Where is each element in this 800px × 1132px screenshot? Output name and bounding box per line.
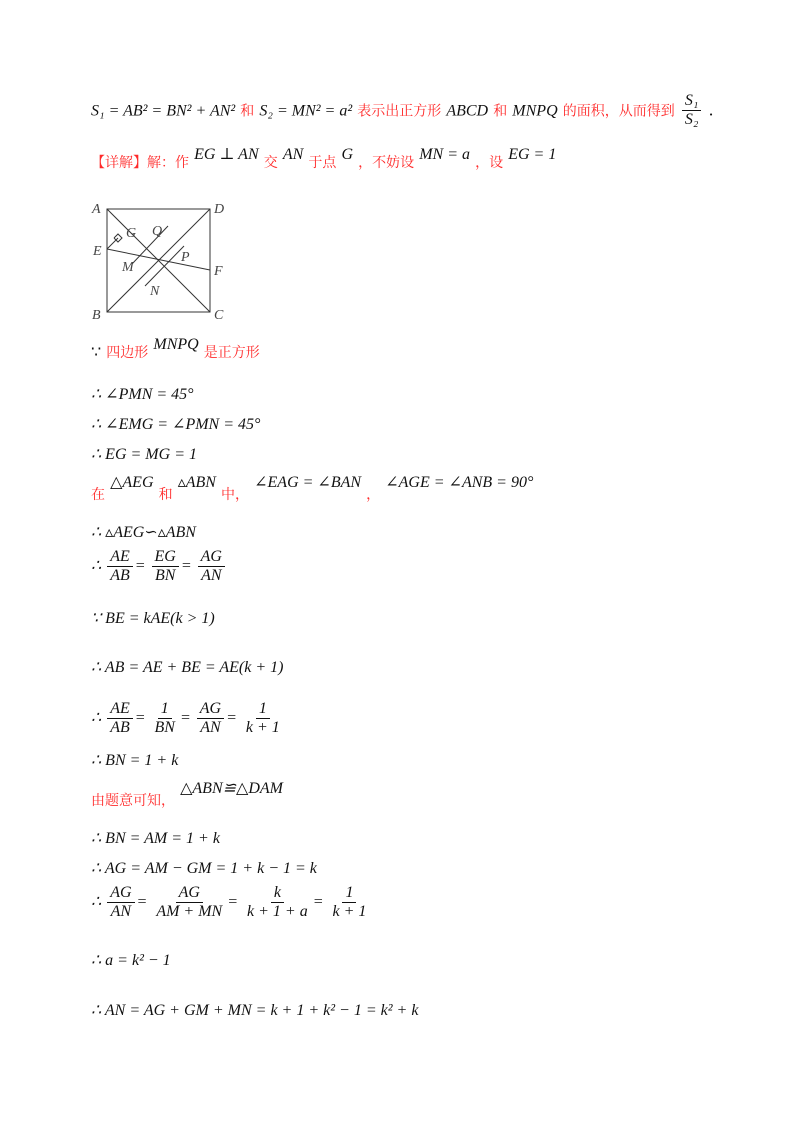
text-quadrilateral: 四边形 [106,345,149,361]
period: . [708,100,714,120]
math-s1: S₁ = AB² = BN² + AN² [91,102,236,120]
frac-eg-bn: $\frac{EG}{BN}$ [152,548,179,586]
step-10: ∴ $\frac{AE}{AB}$ = $\frac{1}{BN}$ = $\frac{AG}{AN}$ = $\frac{1}{k + 1}$ [91,700,285,738]
math-s2: S₂ = MN² = a² [259,102,353,120]
math-mnpq-2: MNPQ [153,336,199,353]
step-7: ∴ $\frac{AE}{AB}$ = $\frac{EG}{BN}$ = $\frac{AG}{AN}$ [91,548,227,586]
step-8: ∵ BE = kAE(k > 1) [91,610,215,627]
text-among: 中， [221,487,250,503]
therefore-3: ∴ [91,893,102,911]
math-congruent: △ABN≌△DAM [180,780,283,797]
frac-den: S₂ [684,111,699,129]
text-square: 表示出正方形 [357,103,442,120]
text-is-square: 是正方形 [203,345,260,361]
label-e: E [93,244,102,259]
step-12 [91,778,283,809]
frac-ag-an-3: $\frac{AG}{AN}$ [107,884,134,922]
therefore: ∴ [91,557,102,575]
text-area: 的面积，从而得到 [562,103,675,120]
text-and-2: 和 [493,103,508,120]
therefore-2: ∴ [91,709,102,727]
step-3: ∴ ∠EMG = ∠PMN = 45° [91,416,261,433]
step-17: ∴ AN = AG + GM + MN = k + 1 + k² − 1 = k² + k [91,1002,419,1019]
label-m: M [122,260,134,275]
because-symbol: ∵ [91,342,102,361]
step-4: ∴ EG = MG = 1 [91,446,197,463]
detail-line [91,146,557,172]
text-assume: ，不妨设 [358,155,415,171]
text-from-problem: 由题意可知， [91,793,175,809]
math-angle-eag: ∠EAG = ∠BAN [254,474,362,491]
math-eg-1: EG = 1 [508,146,557,163]
text-and: 和 [240,103,255,120]
label-q: Q [152,224,163,239]
step-11: ∴ BN = 1 + k [91,752,179,769]
frac-1-bn: $\frac{1}{BN}$ [154,700,175,737]
math-an: AN [282,146,304,163]
text-comma: ， [366,487,381,503]
text-at-point: 于点 [308,155,337,171]
step-2: ∴ ∠PMN = 45° [91,386,194,403]
math-abcd: ABCD [446,102,489,120]
frac-1-k1-2: $\frac{1}{k + 1}$ [332,884,367,921]
line-eg [107,238,118,249]
label-c: C [214,308,224,323]
label-b: B [92,308,101,323]
math-tri-abn: ▵ABN [177,474,216,491]
fraction-s1-s2 [682,92,702,130]
math-mnpq: MNPQ [512,102,558,120]
math-mn-a: MN = a [419,146,470,163]
line-mq [132,226,168,264]
label-f: F [214,264,223,279]
frac-num: S₁ [682,92,702,111]
frac-k-k1a: $\frac{k}{k + 1 + a}$ [247,884,308,921]
text-in: 在 [91,487,105,503]
step-1 [91,336,260,362]
frac-ag-an: $\frac{AG}{AN}$ [198,548,225,586]
text-and-3: 和 [158,487,173,503]
text-intersect: 交 [263,155,278,171]
label-g: G [126,226,137,241]
step-13: ∴ BN = AM = 1 + k [91,830,220,847]
step-9: ∴ AB = AE + BE = AE(k + 1) [91,659,284,676]
math-g: G [341,146,354,163]
step-16: ∴ a = k² − 1 [91,952,171,969]
math-eg-perp-an: EG ⊥ AN [194,146,259,163]
step-14: ∴ AG = AM − GM = 1 + k − 1 = k [91,860,317,877]
label-a: A [92,202,101,217]
geometry-figure [90,195,250,325]
detail-label: 【详解】解：作 [91,155,189,171]
label-n: N [150,284,160,299]
label-d: D [214,202,225,217]
math-tri-aeg: △AEG [110,474,154,491]
frac-ae-ab: $\frac{AE}{AB}$ [107,548,133,586]
frac-ag-an-2: $\frac{AG}{AN}$ [197,700,224,738]
step-6: ∴ ▵AEG∽▵ABN [91,524,196,541]
step-5 [91,472,534,503]
frac-ag-am-mn: $\frac{AG}{AM + MN}$ [156,884,223,921]
text-let: ，设 [475,155,504,171]
frac-ae-ab-2: $\frac{AE}{AB}$ [107,700,133,738]
frac-1-k1: $\frac{1}{k + 1}$ [245,700,280,737]
intro-line [91,92,714,130]
label-p: P [181,250,190,265]
step-15: ∴ $\frac{AG}{AN}$ = $\frac{AG}{AM + MN}$ = $\frac{k}{k + 1 + a}$ = $\frac{1}{k + 1}$ [91,884,371,922]
math-angle-age: ∠AGE = ∠ANB = 90° [385,474,534,491]
